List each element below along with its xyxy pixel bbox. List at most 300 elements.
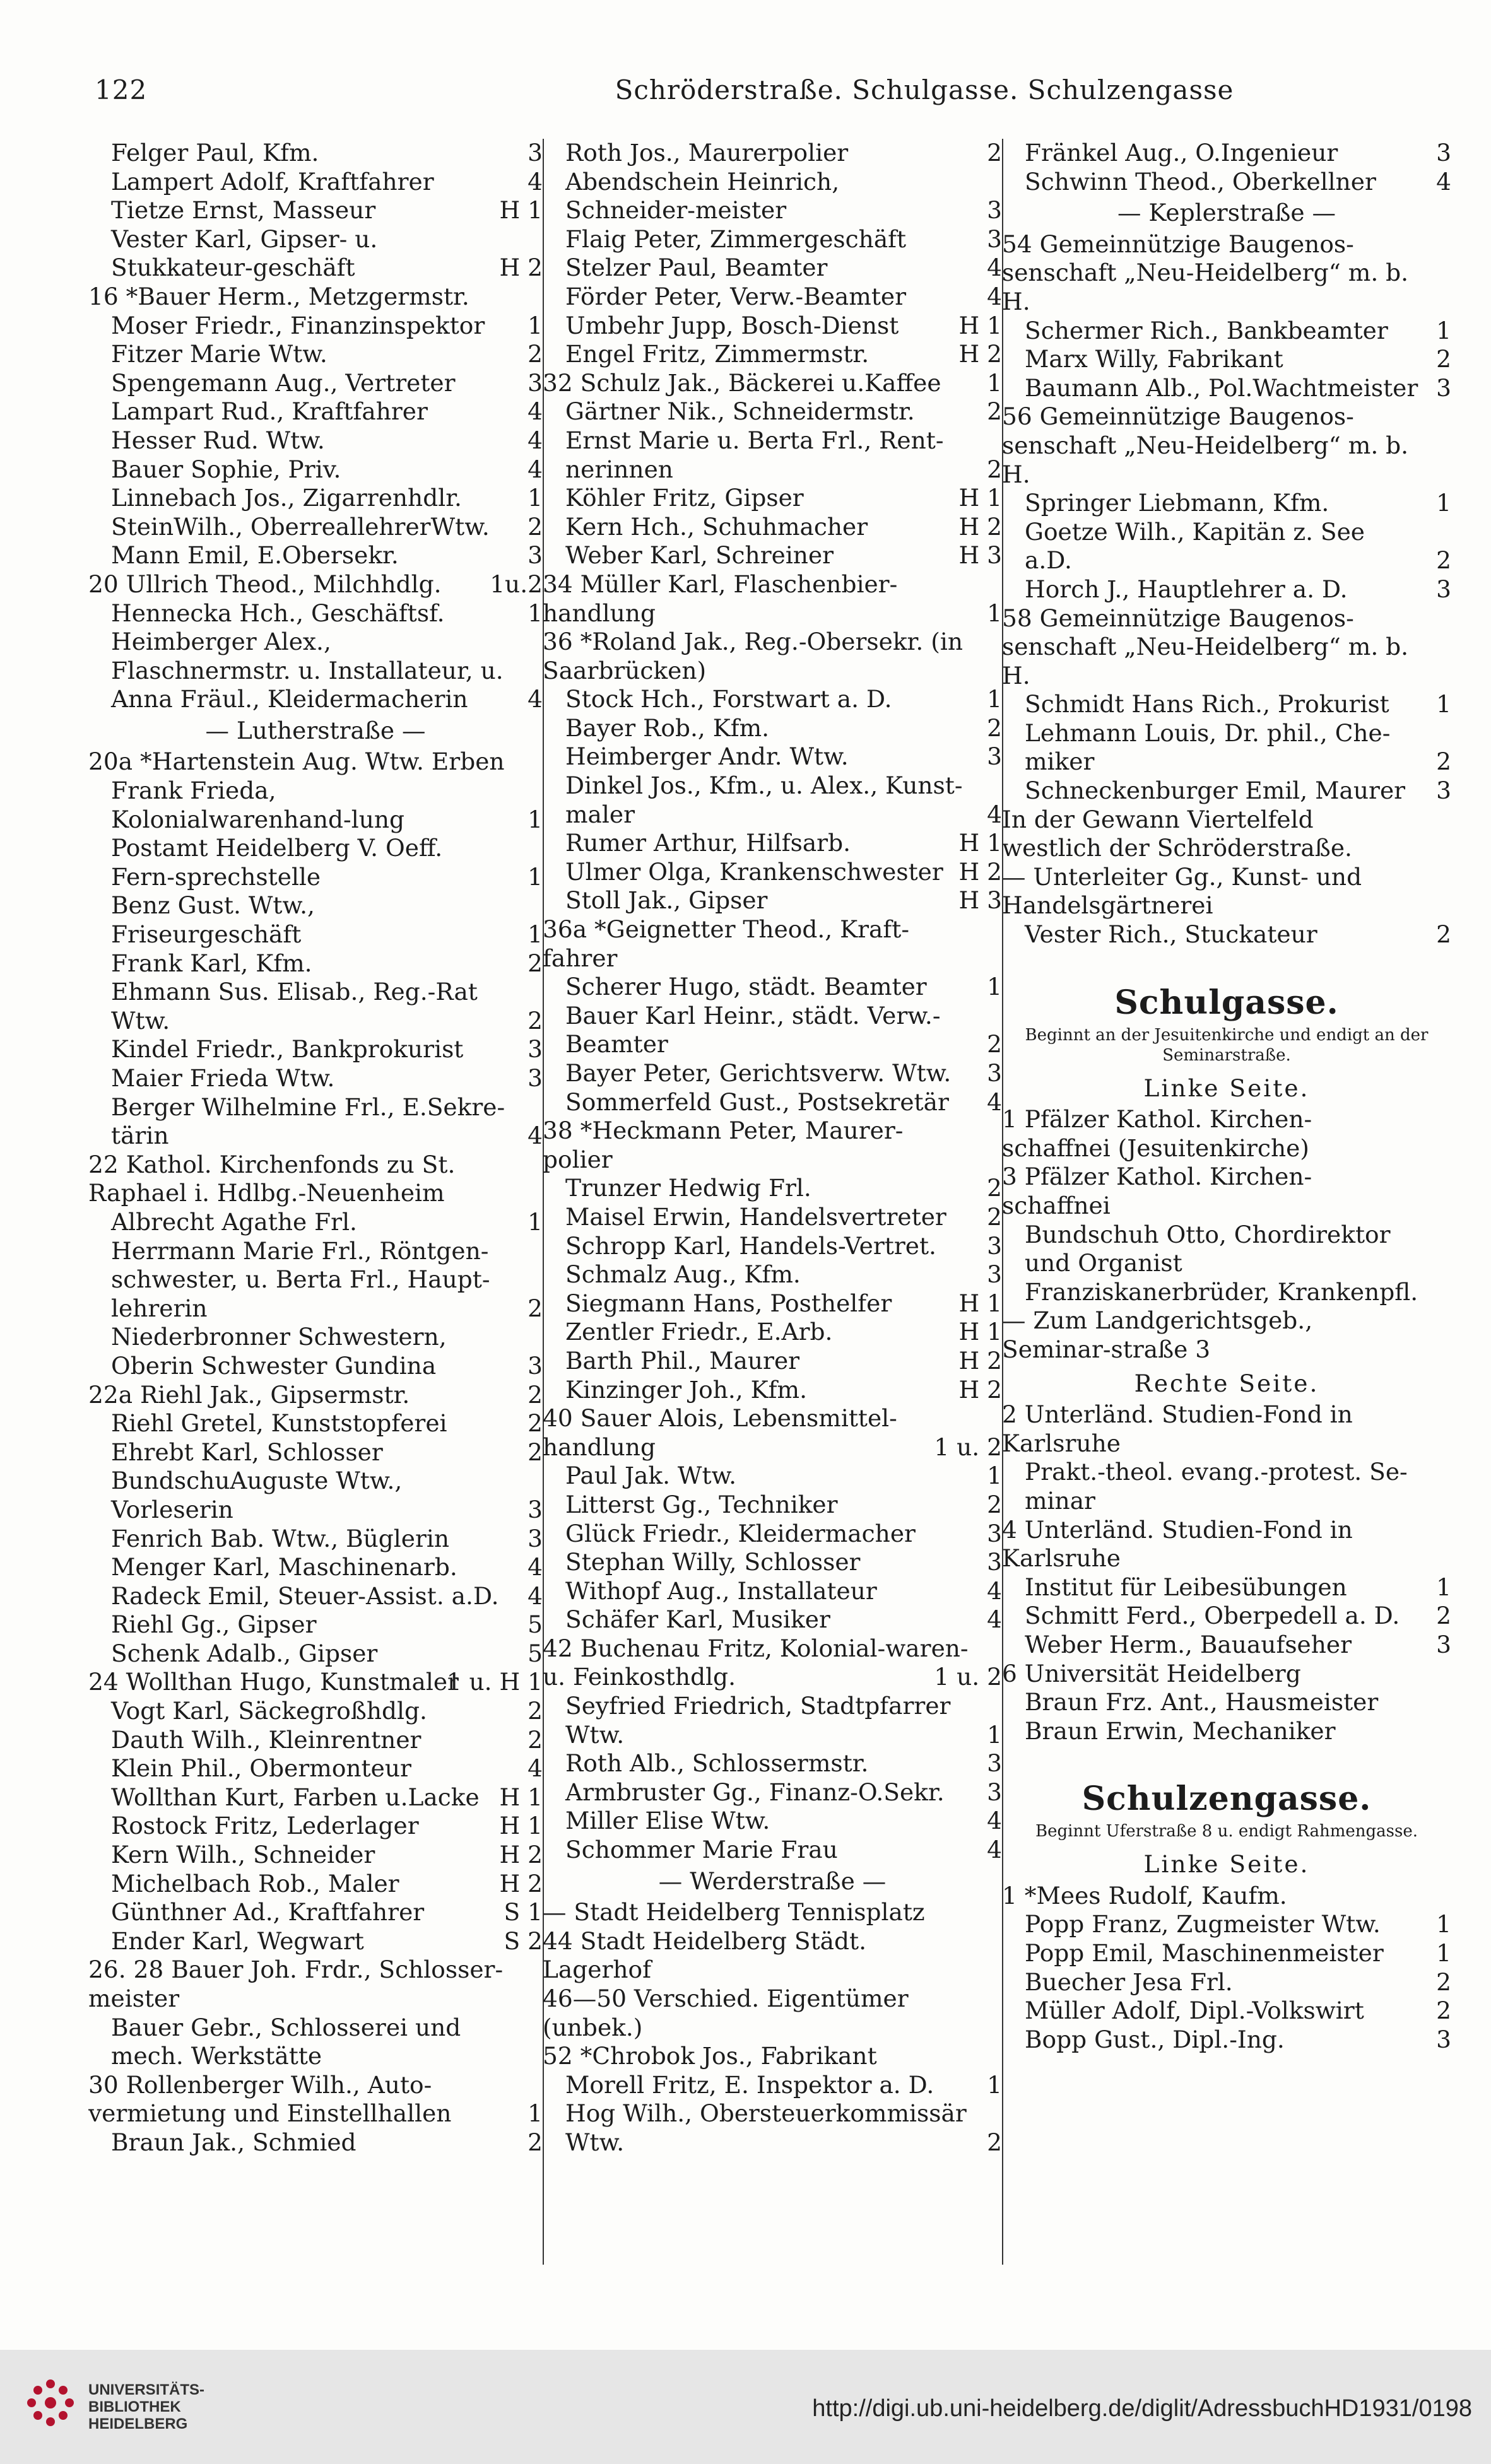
resident-entry	[543, 2099, 1002, 2157]
resident-entry	[88, 1927, 543, 1956]
resident-name: Schneckenburger Emil, Maurer	[1025, 777, 1406, 805]
resident-name: Hesser Rud. Wtw.	[111, 426, 325, 454]
resident-entry	[543, 1605, 1002, 1634]
resident-name: BundschuAuguste Wtw., Vorleserin	[111, 1467, 403, 1523]
resident-entry	[1002, 317, 1451, 346]
floor-number: 3	[987, 1749, 1002, 1778]
floor-number: 2	[987, 1030, 1002, 1059]
resident-name: Riehl Gretel, Kunststopferei	[111, 1409, 447, 1438]
house-entry	[88, 2071, 543, 2128]
resident-entry	[88, 1323, 543, 1380]
resident-name: Menger Karl, Maschinenarb.	[111, 1553, 457, 1581]
resident-entry	[543, 1376, 1002, 1405]
street-note: Beginnt an der Jesuitenkirche und endigt an der Seminarstraße.	[1025, 1025, 1429, 1065]
resident-name: Herrmann Marie Frl., Röntgen-schwester, u. Berta Frl., Haupt-lehrerin	[111, 1236, 490, 1322]
resident-name: Franziskanerbrüder, Krankenpfl.	[1025, 1277, 1418, 1306]
floor-number: H 2	[958, 1375, 1002, 1404]
resident-name: Schommer Marie Frau	[565, 1836, 838, 1864]
floor-number: 3	[527, 1524, 543, 1552]
floor-number: 1	[987, 599, 1002, 627]
resident-entry	[88, 139, 543, 168]
floor-number: 2	[987, 455, 1002, 483]
resident-entry	[1002, 139, 1451, 168]
resident-name: Michelbach Rob., Maler	[111, 1869, 399, 1898]
resident-entry	[88, 1697, 543, 1726]
resident-name: Popp Franz, Zugmeister Wtw.	[1025, 1910, 1381, 1939]
floor-number: H 2	[958, 1346, 1002, 1375]
resident-name: Siegmann Hans, Posthelfer	[565, 1289, 892, 1317]
floor-number: 2	[987, 397, 1002, 426]
resident-entry	[543, 1749, 1002, 1778]
resident-entry	[88, 2014, 543, 2071]
resident-entry	[1002, 2026, 1451, 2055]
floor-number: 3	[527, 541, 543, 570]
resident-entry	[1002, 920, 1451, 949]
resident-entry	[88, 834, 543, 891]
resident-entry	[543, 858, 1002, 887]
resident-entry	[543, 1318, 1002, 1347]
floor-number: 1	[987, 2070, 1002, 2099]
resident-name: Umbehr Jupp, Bosch-Dienst	[565, 311, 899, 339]
resident-name: Baumann Alb., Pol.Wachtmeister	[1025, 373, 1418, 402]
resident-entry	[88, 369, 543, 398]
floor-number: H 1	[958, 829, 1002, 857]
resident-entry	[543, 1088, 1002, 1117]
floor-number: H 2	[958, 857, 1002, 886]
floor-number: 4	[527, 1754, 543, 1783]
resident-name: Ulmer Olga, Krankenschwester	[565, 857, 943, 886]
resident-name: Marx Willy, Fabrikant	[1025, 345, 1283, 373]
resident-entry	[543, 1347, 1002, 1376]
resident-entry	[88, 1582, 543, 1611]
resident-entry	[1002, 1688, 1451, 1717]
house-owner-text: In der Gewann Viertelfeld westlich der Schröderstraße.	[1002, 805, 1352, 862]
resident-entry	[88, 1208, 543, 1237]
floor-number: 3	[987, 225, 1002, 253]
floor-number: 2	[1436, 1968, 1451, 1996]
floor-number: 2	[527, 1294, 543, 1322]
resident-entry	[88, 312, 543, 341]
floor-number: 3	[987, 196, 1002, 225]
street-side-heading: Linke Seite.	[1143, 1074, 1310, 1102]
resident-name: Armbruster Gg., Finanz-O.Sekr.	[565, 1778, 945, 1806]
resident-entry	[1002, 1939, 1451, 1968]
resident-entry	[88, 397, 543, 426]
floor-number: 2	[1436, 1997, 1451, 2025]
house-owner-text: 16 *Bauer Herm., Metzgermstr.	[88, 282, 469, 310]
floor-number: 4	[987, 254, 1002, 282]
resident-entry	[88, 196, 543, 225]
library-name-line: UNIVERSITÄTS-	[88, 2381, 205, 2398]
house-owner-text: 1 *Mees Rudolf, Kaufm.	[1002, 1881, 1287, 1910]
library-name	[88, 2381, 204, 2432]
resident-name: Scherer Hugo, städt. Beamter	[565, 973, 927, 1001]
cross-street-label: — Lutherstraße —	[205, 716, 426, 744]
resident-name: Frank Karl, Kfm.	[111, 949, 312, 977]
house-entry	[1002, 230, 1451, 317]
resident-entry	[543, 139, 1002, 168]
resident-entry	[543, 2071, 1002, 2100]
floor-number: 2	[987, 2128, 1002, 2156]
house-entry	[88, 1151, 543, 1208]
resident-entry	[543, 1520, 1002, 1549]
running-head: Schröderstraße. Schulgasse. Schulzengasse	[615, 74, 1234, 105]
resident-entry	[88, 455, 543, 484]
floor-number: 2	[1436, 345, 1451, 373]
house-owner-text: 44 Stadt Heidelberg Städt. Lagerhof	[543, 1927, 866, 1984]
library-name-line: BIBLIOTHEK	[88, 2398, 181, 2415]
resident-entry	[1002, 1997, 1451, 2026]
resident-entry	[88, 1812, 543, 1841]
resident-entry	[1002, 1221, 1451, 1278]
resident-entry	[88, 1726, 543, 1755]
resident-name: Köhler Fritz, Gipser	[565, 484, 804, 512]
resident-name: Bayer Peter, Gerichtsverw. Wtw.	[565, 1059, 952, 1087]
resident-name: Weber Karl, Schreiner	[565, 541, 834, 570]
floor-number: 3	[1436, 373, 1451, 402]
floor-number: 2	[1436, 748, 1451, 776]
floor-number: 2	[527, 1725, 543, 1754]
floor-number: S 2	[504, 1927, 543, 1955]
house-entry	[543, 369, 1002, 398]
resident-name: Gärtner Nik., Schneidermstr.	[565, 397, 915, 426]
resident-entry	[88, 978, 543, 1035]
house-entry	[543, 1117, 1002, 1174]
resident-entry	[88, 1841, 543, 1870]
resident-name: Lampart Rud., Kraftfahrer	[111, 397, 428, 426]
resident-name: Dauth Wilh., Kleinrentner	[111, 1725, 421, 1754]
resident-entry	[88, 599, 543, 628]
column-left	[88, 139, 543, 2271]
resident-entry	[88, 1640, 543, 1669]
floor-number: H 2	[958, 340, 1002, 368]
house-entry	[88, 1381, 543, 1410]
floor-number: 1	[527, 311, 543, 339]
resident-name: Moser Friedr., Finanzinspektor	[111, 311, 485, 339]
floor-number: 2	[527, 2128, 543, 2156]
resident-name: Ehmann Sus. Elisab., Reg.-Rat Wtw.	[111, 978, 478, 1035]
house-entry	[1002, 1105, 1451, 1163]
resident-name: Förder Peter, Verw.-Beamter	[565, 282, 907, 310]
resident-entry	[1002, 345, 1451, 374]
floor-number: H 1	[499, 1812, 543, 1840]
resident-entry	[543, 1174, 1002, 1203]
house-owner-text: 36 *Roland Jak., Reg.-Obersekr. (in Saarbrücken)	[543, 628, 963, 684]
resident-name: Schwinn Theod., Oberkellner	[1025, 167, 1376, 196]
house-entry	[1002, 402, 1451, 489]
house-entry	[88, 570, 543, 599]
resident-name: Lampert Adolf, Kraftfahrer	[111, 167, 434, 196]
resident-entry	[543, 886, 1002, 915]
floor-number: 1	[527, 862, 543, 891]
resident-name: Stelzer Paul, Beamter	[565, 254, 828, 282]
house-owner-text: 24 Wollthan Hugo, Kunstmaler	[88, 1668, 459, 1696]
resident-entry	[543, 1002, 1002, 1059]
house-entry	[543, 628, 1002, 685]
floor-number: 4	[527, 1581, 543, 1610]
resident-entry	[1002, 690, 1451, 719]
resident-entry	[543, 771, 1002, 829]
floor-number: 2	[527, 340, 543, 368]
resident-entry	[88, 628, 543, 714]
column-right	[1002, 139, 1451, 2271]
resident-entry	[88, 777, 543, 834]
house-entry	[543, 1985, 1002, 2042]
floor-number: H 1	[958, 1318, 1002, 1346]
resident-entry	[1002, 1573, 1451, 1602]
floor-number: 2	[527, 1006, 543, 1035]
house-owner-text: 56 Gemeinnützige Baugenos-senschaft „Neu-Heidelberg“ m. b. H.	[1002, 402, 1409, 488]
resident-name: Heimberger Alex., Flaschnermstr. u. Installateur, u. Anna Fräul., Kleidermacherin	[111, 628, 504, 713]
floor-number: 2	[987, 1490, 1002, 1518]
floor-number: 4	[527, 426, 543, 454]
library-logo-icon	[19, 2375, 82, 2438]
resident-name: Hennecka Hch., Geschäftsf.	[111, 599, 445, 627]
resident-name: Ehrebt Karl, Schlosser	[111, 1438, 383, 1466]
resident-name: Horch J., Hauptlehrer a. D.	[1025, 575, 1348, 603]
house-entry	[1002, 1400, 1451, 1458]
resident-entry	[88, 1093, 543, 1151]
resident-entry	[88, 1467, 543, 1524]
resident-name: SteinWilh., OberreallehrerWtw.	[111, 512, 490, 541]
floor-number: 1	[527, 484, 543, 512]
resident-name: Paul Jak. Wtw.	[565, 1462, 737, 1490]
resident-entry	[88, 1525, 543, 1554]
floor-number: 2	[527, 1438, 543, 1466]
house-entry	[1002, 863, 1451, 920]
resident-name: Buecher Jesa Frl.	[1025, 1968, 1233, 1996]
street-note: Beginnt Uferstraße 8 u. endigt Rahmengasse.	[1035, 1822, 1418, 1841]
house-entry	[543, 1898, 1002, 1927]
floor-number: 2	[1436, 920, 1451, 949]
resident-name: Frank Frieda, Kolonialwarenhand-lung	[111, 777, 405, 833]
resident-name: Popp Emil, Maschinenmeister	[1025, 1939, 1384, 1968]
floor-number: 4	[527, 397, 543, 426]
resident-entry	[1002, 1968, 1451, 1997]
street-title: Schulgasse.	[1114, 983, 1339, 1022]
resident-name: Kern Wilh., Schneider	[111, 1841, 375, 1869]
resident-entry	[543, 1836, 1002, 1865]
floor-number: 4	[1436, 167, 1451, 196]
house-entry	[543, 1927, 1002, 1985]
floor-number: 3	[1436, 139, 1451, 167]
resident-name: Schenk Adalb., Gipser	[111, 1639, 378, 1667]
resident-entry	[543, 541, 1002, 570]
floor-number: 1	[527, 1207, 543, 1236]
resident-entry	[1002, 168, 1451, 197]
resident-entry	[543, 426, 1002, 484]
floor-number: S 1	[504, 1898, 543, 1927]
floor-number: 1 u. H 1	[446, 1668, 543, 1696]
floor-number: 2	[527, 512, 543, 541]
resident-name: Sommerfeld Gust., Postsekretär	[565, 1088, 949, 1116]
house-owner-text: 52 *Chrobok Jos., Fabrikant	[543, 2042, 877, 2070]
floor-number: 4	[987, 1088, 1002, 1116]
resident-entry	[88, 1237, 543, 1323]
resident-entry	[1002, 1631, 1451, 1660]
resident-name: Barth Phil., Maurer	[565, 1346, 800, 1375]
house-owner-text: 22 Kathol. Kirchenfonds zu St. Raphael i. Hdlbg.-Neuenheim	[88, 1150, 456, 1207]
house-owner-text: 42 Buchenau Fritz, Kolonial-waren- u. Feinkosthdlg.	[543, 1634, 969, 1691]
floor-number: 2	[987, 713, 1002, 742]
resident-name: Klein Phil., Obermonteur	[111, 1754, 411, 1783]
resident-entry	[88, 1610, 543, 1640]
floor-number: 3	[987, 1059, 1002, 1087]
resident-entry	[88, 225, 543, 283]
house-owner-text: 46—50 Verschied. Eigentümer (unbek.)	[543, 1985, 909, 2041]
floor-number: 3	[527, 1351, 543, 1380]
resident-name: Hog Wilh., Obersteuerkommissär Wtw.	[565, 2099, 967, 2156]
house-owner-text: 22a Riehl Jak., Gipsermstr.	[88, 1380, 410, 1409]
house-owner-text: 58 Gemeinnützige Baugenos-senschaft „Neu-Heidelberg“ m. b. H.	[1002, 604, 1409, 689]
floor-number: 3	[987, 1548, 1002, 1576]
house-owner-text: 54 Gemeinnützige Baugenos-senschaft „Neu-Heidelberg“ m. b. H.	[1002, 230, 1409, 315]
resident-name: Glück Friedr., Kleidermacher	[565, 1519, 916, 1547]
resident-name: Bauer Sophie, Priv.	[111, 455, 341, 483]
resident-entry	[543, 283, 1002, 312]
floor-number: H 1	[958, 1289, 1002, 1317]
floor-number: H 2	[499, 254, 543, 282]
floor-number: H 2	[499, 1841, 543, 1869]
resident-entry	[543, 484, 1002, 513]
floor-number: 1	[1436, 690, 1451, 719]
floor-number: 4	[987, 1605, 1002, 1634]
floor-number: 1	[527, 2099, 543, 2128]
street-side-heading: Rechte Seite.	[1134, 1369, 1319, 1397]
resident-entry	[543, 340, 1002, 369]
resident-name: Rumer Arthur, Hilfsarb.	[565, 829, 851, 857]
resident-name: Miller Elise Wtw.	[565, 1807, 770, 1835]
house-entry	[1002, 1163, 1451, 1220]
floor-number: 4	[527, 455, 543, 483]
resident-entry	[88, 1553, 543, 1582]
floor-number: H 2	[958, 512, 1002, 541]
floor-number: 1	[1436, 1910, 1451, 1939]
house-owner-text: 6 Universität Heidelberg	[1002, 1659, 1301, 1687]
house-owner-text: — Zum Landgerichtsgeb., Seminar-straße 3	[1002, 1306, 1313, 1363]
resident-name: Stoll Jak., Gipser	[565, 886, 768, 915]
resident-name: Felger Paul, Kfm.	[111, 139, 319, 167]
floor-number: 4	[987, 1807, 1002, 1835]
floor-number: 1	[527, 599, 543, 627]
resident-entry	[543, 829, 1002, 858]
floor-number: 3	[527, 368, 543, 397]
floor-number: 5	[527, 1610, 543, 1639]
resident-entry	[88, 1438, 543, 1467]
house-owner-text: 20 Ullrich Theod., Milchhdlg.	[88, 570, 442, 598]
floor-number: 1	[987, 1720, 1002, 1749]
resident-name: Bauer Gebr., Schlosserei und mech. Werkstätte	[111, 2013, 461, 2070]
resident-name: Radeck Emil, Steuer-Assist. a.D.	[111, 1581, 499, 1610]
floor-number: 2	[1436, 546, 1451, 575]
resident-name: Trunzer Hedwig Frl.	[565, 1174, 811, 1202]
resident-entry	[1002, 489, 1451, 518]
resident-name: Schropp Karl, Handels-Vertret.	[565, 1231, 936, 1260]
resident-name: Rostock Fritz, Lederlager	[111, 1812, 419, 1840]
resident-name: Spengemann Aug., Vertreter	[111, 368, 456, 397]
resident-entry	[1002, 575, 1451, 604]
floor-number: 3	[987, 1519, 1002, 1547]
house-owner-text: 30 Rollenberger Wilh., Auto-vermietung und Einstellhallen	[88, 2070, 452, 2128]
resident-name: Stock Hch., Forstwart a. D.	[565, 685, 892, 713]
street-side-heading: Linke Seite.	[1143, 1850, 1310, 1879]
floor-number: 2	[987, 1174, 1002, 1202]
floor-number: 1	[527, 920, 543, 949]
floor-number: 2	[987, 1202, 1002, 1231]
resident-name: Niederbronner Schwestern, Oberin Schwester Gundina	[111, 1323, 447, 1380]
resident-name: Müller Adolf, Dipl.-Volkswirt	[1025, 1997, 1364, 2025]
resident-entry	[1002, 1602, 1451, 1631]
house-entry	[1002, 604, 1451, 691]
resident-name: Dinkel Jos., Kfm., u. Alex., Kunst-maler	[565, 771, 963, 828]
resident-entry	[543, 312, 1002, 341]
resident-name: Riehl Gg., Gipser	[111, 1610, 317, 1639]
resident-entry	[543, 1232, 1002, 1261]
resident-entry	[543, 1778, 1002, 1807]
floor-number: 1	[527, 805, 543, 833]
house-owner-text: 4 Unterländ. Studien-Fond in Karlsruhe	[1002, 1515, 1353, 1573]
resident-name: Goetze Wilh., Kapitän z. See a.D.	[1025, 517, 1365, 575]
floor-number: 3	[987, 1778, 1002, 1806]
resident-entry	[1002, 1717, 1451, 1746]
house-owner-text: 20a *Hartenstein Aug. Wtw. Erben	[88, 748, 505, 776]
house-owner-text: 1 Pfälzer Kathol. Kirchen-schaffnei (Jesuitenkirche)	[1002, 1105, 1312, 1162]
resident-entry	[88, 1754, 543, 1783]
resident-entry	[88, 484, 543, 513]
floor-number: 1	[1436, 1573, 1451, 1601]
floor-number: 5	[527, 1639, 543, 1667]
resident-entry	[543, 168, 1002, 225]
resident-name: Wollthan Kurt, Farben u.Lacke	[111, 1783, 480, 1811]
resident-name: Vester Karl, Gipser- u. Stukkateur-geschäft	[111, 225, 378, 282]
resident-entry	[543, 973, 1002, 1002]
column-middle	[543, 139, 1002, 2271]
floor-number: 1	[987, 368, 1002, 397]
source-url-link[interactable]: http://digi.ub.uni-heidelberg.de/diglit/AdressbuchHD1931/0198	[812, 2395, 1472, 2422]
floor-number: 4	[987, 1836, 1002, 1864]
floor-number: 3	[527, 1064, 543, 1092]
resident-name: Ender Karl, Wegwart	[111, 1927, 364, 1955]
floor-number: H 1	[958, 311, 1002, 339]
page-header	[95, 74, 1451, 119]
resident-name: Schäfer Karl, Musiker	[565, 1605, 830, 1634]
house-entry	[1002, 1882, 1451, 1911]
resident-name: Bopp Gust., Dipl.-Ing.	[1025, 2025, 1285, 2053]
resident-entry	[1002, 1458, 1451, 1515]
floor-number: 3	[987, 742, 1002, 771]
resident-name: Schmidt Hans Rich., Prokurist	[1025, 690, 1389, 719]
house-entry	[88, 1668, 543, 1697]
floor-number: 2	[527, 1697, 543, 1725]
floor-number: 1	[1436, 1939, 1451, 1968]
floor-number: 3	[1436, 2025, 1451, 2053]
floor-number: H 1	[499, 196, 543, 225]
resident-name: Morell Fritz, E. Inspektor a. D.	[565, 2070, 934, 2099]
floor-number: 4	[527, 685, 543, 713]
floor-number: 3	[1436, 1630, 1451, 1658]
resident-name: Roth Jos., Maurerpolier	[565, 139, 849, 167]
resident-name: Günthner Ad., Kraftfahrer	[111, 1898, 425, 1927]
resident-name: Roth Alb., Schlossermstr.	[565, 1749, 869, 1778]
resident-entry	[88, 541, 543, 570]
house-entry	[88, 748, 543, 777]
resident-name: Postamt Heidelberg V. Oeff. Fern-sprechstelle	[111, 834, 443, 891]
resident-name: Kinzinger Joh., Kfm.	[565, 1375, 808, 1404]
resident-entry	[88, 1035, 543, 1064]
house-entry	[1002, 1306, 1451, 1364]
resident-name: Weber Herm., Bauaufseher	[1025, 1630, 1352, 1658]
resident-entry	[543, 1548, 1002, 1577]
